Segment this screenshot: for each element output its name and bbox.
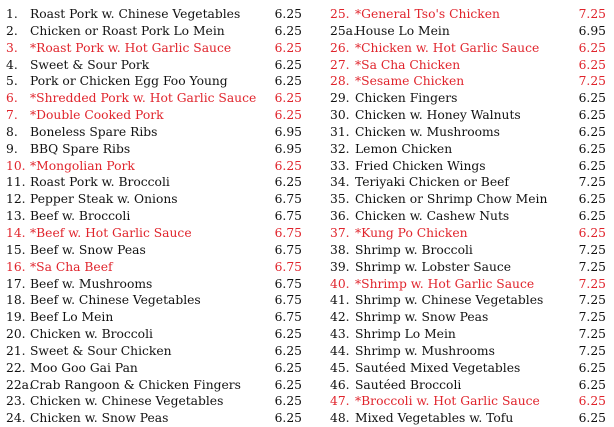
menu-item-number: 47. <box>330 394 350 409</box>
menu-item-number: 32. <box>330 141 350 156</box>
menu-item-name: Shrimp w. Lobster Sauce <box>355 259 512 274</box>
menu-item <box>330 393 606 410</box>
menu-item-number: 7. <box>6 108 18 123</box>
menu-item <box>330 57 606 74</box>
menu-item-number: 30. <box>330 108 350 123</box>
menu-item-price: 7.25 <box>578 327 606 342</box>
menu-item-price: 6.25 <box>274 7 302 21</box>
menu-item <box>330 377 606 394</box>
menu-item <box>6 124 302 141</box>
menu-item <box>6 259 302 276</box>
menu-item-number: 20. <box>6 327 26 342</box>
menu-item-number: 33. <box>330 158 350 173</box>
menu-item-price: 7.25 <box>578 7 606 21</box>
menu-item-price: 6.25 <box>578 124 606 139</box>
menu-item-number: 2. <box>6 23 18 38</box>
menu-item <box>6 276 302 293</box>
menu-item <box>6 377 302 394</box>
menu-item <box>330 141 606 158</box>
menu-item-price: 6.25 <box>274 343 302 358</box>
menu-item-name: Lemon Chicken <box>355 141 453 156</box>
menu-item-name: Chicken w. Honey Walnuts <box>355 108 521 123</box>
menu-item-number: 38. <box>330 242 350 257</box>
menu-item-name: *Roast Pork w. Hot Garlic Sauce <box>30 40 232 55</box>
menu-item-price: 6.25 <box>578 209 606 224</box>
menu-item-name: Chicken w. Chinese Vegetables <box>30 394 224 409</box>
menu-item <box>6 191 302 208</box>
menu-item <box>6 90 302 107</box>
menu-item <box>6 225 302 242</box>
menu-item-price: 6.75 <box>274 310 302 325</box>
menu-item <box>330 90 606 107</box>
menu-item-number: 42. <box>330 310 350 325</box>
menu-item-price: 6.75 <box>274 242 302 257</box>
menu-item-price: 6.25 <box>578 108 606 123</box>
menu-item-price: 6.25 <box>274 377 302 392</box>
menu-item-price: 6.25 <box>274 74 302 89</box>
menu-item-name: Pepper Steak w. Onions <box>30 192 178 207</box>
menu-item-price: 6.25 <box>274 91 302 106</box>
menu-item-name: Mixed Vegetables w. Tofu <box>355 411 514 426</box>
menu-item <box>330 309 606 326</box>
menu-item-name: *General Tso's Chicken <box>355 7 500 21</box>
menu-item-number: 29. <box>330 91 350 106</box>
menu-item-number: 11. <box>6 175 26 190</box>
menu-item-price: 6.75 <box>274 293 302 308</box>
menu-item-name: Moo Goo Gai Pan <box>30 360 138 375</box>
menu-item <box>330 343 606 360</box>
menu-item-price: 6.25 <box>274 360 302 375</box>
menu-item <box>6 6 302 23</box>
menu-item-name: Sweet & Sour Pork <box>30 57 150 72</box>
menu-item-number: 22a. <box>6 377 33 392</box>
menu-item <box>330 6 606 23</box>
menu-item-number: 36. <box>330 209 350 224</box>
menu-item-number: 22. <box>6 360 26 375</box>
menu-item <box>330 360 606 377</box>
menu-item-name: Crab Rangoon & Chicken Fingers <box>30 377 241 392</box>
menu-item-name: Roast Pork w. Chinese Vegetables <box>30 7 241 21</box>
menu-item <box>6 174 302 191</box>
menu-item-price: 6.25 <box>274 23 302 38</box>
menu-item-name: BBQ Spare Ribs <box>30 141 131 156</box>
menu-item-name: *Shredded Pork w. Hot Garlic Sauce <box>30 91 257 106</box>
menu-item-name: Chicken w. Snow Peas <box>30 411 169 426</box>
menu-item-number: 14. <box>6 225 26 240</box>
menu-item-price: 6.25 <box>274 57 302 72</box>
menu-item-name: *Beef w. Hot Garlic Sauce <box>30 225 192 240</box>
menu-item-number: 46. <box>330 377 350 392</box>
menu-column-left <box>6 6 302 427</box>
menu-item-price: 7.25 <box>578 293 606 308</box>
menu-item-price: 6.25 <box>578 40 606 55</box>
menu-item-number: 39. <box>330 259 350 274</box>
menu-item-number: 23. <box>6 394 26 409</box>
menu-item-name: *Sa Cha Chicken <box>355 57 461 72</box>
menu-item-price: 7.25 <box>578 276 606 291</box>
menu-item-price: 7.25 <box>578 259 606 274</box>
menu-item <box>6 360 302 377</box>
menu-item-name: *Kung Po Chicken <box>355 225 468 240</box>
menu-item-price: 6.25 <box>578 225 606 240</box>
menu-item-number: 21. <box>6 343 26 358</box>
menu-item-name: Chicken or Shrimp Chow Mein <box>355 192 548 207</box>
menu-item-number: 34. <box>330 175 350 190</box>
menu-item-name: Beef w. Broccoli <box>30 209 131 224</box>
menu-item <box>330 242 606 259</box>
menu-item-name: House Lo Mein <box>355 23 450 38</box>
menu-item-number: 5. <box>6 74 18 89</box>
menu-item <box>330 191 606 208</box>
menu-item-price: 6.25 <box>578 158 606 173</box>
menu-item-price: 6.75 <box>274 276 302 291</box>
menu-item-number: 41. <box>330 293 350 308</box>
menu-item-price: 6.25 <box>274 158 302 173</box>
menu-item <box>6 326 302 343</box>
menu-item-number: 40. <box>330 276 350 291</box>
menu-item-name: *Sa Cha Beef <box>30 259 113 274</box>
menu-item-number: 19. <box>6 310 26 325</box>
menu-item-price: 6.25 <box>578 394 606 409</box>
menu-item-price: 6.75 <box>274 192 302 207</box>
menu-item-number: 16. <box>6 259 26 274</box>
menu-item-name: Beef w. Mushrooms <box>30 276 153 291</box>
menu-item-name: *Sesame Chicken <box>355 74 465 89</box>
menu-item-name: Chicken w. Cashew Nuts <box>355 209 510 224</box>
menu-item-price: 6.75 <box>274 209 302 224</box>
menu-item-number: 3. <box>6 40 18 55</box>
menu-item-price: 7.25 <box>578 310 606 325</box>
menu-item-price: 7.25 <box>578 343 606 358</box>
menu-item <box>6 208 302 225</box>
menu-item-price: 6.25 <box>274 40 302 55</box>
menu-item-price: 6.25 <box>578 360 606 375</box>
menu-item-name: *Broccoli w. Hot Garlic Sauce <box>355 394 540 409</box>
menu-item-number: 26. <box>330 40 350 55</box>
menu-item-number: 31. <box>330 124 350 139</box>
menu-item-price: 6.25 <box>578 192 606 207</box>
menu-item <box>6 40 302 57</box>
menu-item-name: Chicken w. Mushrooms <box>355 124 500 139</box>
menu-item <box>330 73 606 90</box>
menu-item-price: 7.25 <box>578 175 606 190</box>
menu-item-number: 4. <box>6 57 18 72</box>
menu-item-price: 6.75 <box>274 225 302 240</box>
menu-item-number: 17. <box>6 276 26 291</box>
menu-item-name: Shrimp w. Broccoli <box>355 242 473 257</box>
menu-item <box>330 292 606 309</box>
menu-item-price: 6.75 <box>274 259 302 274</box>
menu-item-price: 6.25 <box>578 57 606 72</box>
menu-item-name: Sautéed Broccoli <box>355 377 462 392</box>
menu-item <box>6 393 302 410</box>
menu-item-price: 6.25 <box>274 394 302 409</box>
menu-item-number: 28. <box>330 74 350 89</box>
menu-item <box>330 225 606 242</box>
menu-item-name: *Double Cooked Pork <box>30 108 164 123</box>
menu-item <box>6 343 302 360</box>
menu-item <box>330 259 606 276</box>
menu-item <box>330 276 606 293</box>
menu-item-number: 43. <box>330 327 350 342</box>
menu-item-name: Sweet & Sour Chicken <box>30 343 172 358</box>
menu-item-price: 6.25 <box>274 411 302 426</box>
menu-item-price: 7.25 <box>578 74 606 89</box>
menu-item-name: Beef w. Chinese Vegetables <box>30 293 201 308</box>
menu-column-right <box>330 6 606 427</box>
menu-item-price: 6.25 <box>274 327 302 342</box>
menu-item <box>6 410 302 427</box>
menu-item-price: 6.95 <box>578 23 606 38</box>
menu-item-number: 37. <box>330 225 350 240</box>
menu-item-number: 48. <box>330 411 350 426</box>
menu-item <box>330 23 606 40</box>
menu-item <box>6 23 302 40</box>
menu-item-name: *Shrimp w. Hot Garlic Sauce <box>355 276 535 291</box>
menu-item <box>330 158 606 175</box>
menu-item-price: 6.95 <box>274 124 302 139</box>
menu-item <box>6 73 302 90</box>
menu-item-number: 9. <box>6 141 18 156</box>
menu-item-name: Beef Lo Mein <box>30 310 114 325</box>
menu-item <box>6 107 302 124</box>
menu-item-number: 45. <box>330 360 350 375</box>
menu-item-name: *Chicken w. Hot Garlic Sauce <box>355 40 540 55</box>
menu-item-name: Shrimp w. Snow Peas <box>355 310 489 325</box>
menu-item-price: 6.25 <box>274 175 302 190</box>
menu-item-number: 35. <box>330 192 350 207</box>
menu-item-number: 25a. <box>330 23 357 38</box>
menu-item-name: Shrimp w. Chinese Vegetables <box>355 293 544 308</box>
menu-item-number: 12. <box>6 192 26 207</box>
menu-item-price: 6.25 <box>578 91 606 106</box>
menu-item <box>330 107 606 124</box>
menu-item-name: Teriyaki Chicken or Beef <box>355 175 509 190</box>
menu-item <box>6 158 302 175</box>
menu-item-price: 7.25 <box>578 242 606 257</box>
menu-item-price: 6.25 <box>274 108 302 123</box>
menu-item <box>330 124 606 141</box>
menu-item <box>330 40 606 57</box>
menu-item-number: 24. <box>6 411 26 426</box>
menu-item-name: Pork or Chicken Egg Foo Young <box>30 74 228 89</box>
menu-item-name: Shrimp Lo Mein <box>355 327 456 342</box>
menu-item-name: Roast Pork w. Broccoli <box>30 175 170 190</box>
menu-item-name: Beef w. Snow Peas <box>30 242 146 257</box>
menu-item-number: 13. <box>6 209 26 224</box>
menu-item <box>330 174 606 191</box>
menu-item-price: 6.25 <box>578 377 606 392</box>
menu-item <box>6 292 302 309</box>
menu-item <box>6 242 302 259</box>
menu-item-price: 6.25 <box>578 141 606 156</box>
menu-item <box>6 57 302 74</box>
menu-item-number: 10. <box>6 158 26 173</box>
menu-item <box>330 410 606 427</box>
menu-item-number: 25. <box>330 7 350 21</box>
menu-item <box>6 309 302 326</box>
menu-item-number: 44. <box>330 343 350 358</box>
menu-item-name: Chicken Fingers <box>355 91 458 106</box>
menu-item-price: 6.25 <box>578 411 606 426</box>
menu-item <box>330 208 606 225</box>
menu-item-name: Fried Chicken Wings <box>355 158 486 173</box>
menu-item-number: 18. <box>6 293 26 308</box>
menu-item-name: Chicken w. Broccoli <box>30 327 153 342</box>
menu-item-number: 1. <box>6 7 18 21</box>
menu-item-number: 27. <box>330 57 350 72</box>
menu-item-name: Chicken or Roast Pork Lo Mein <box>30 23 225 38</box>
menu-item-number: 15. <box>6 242 26 257</box>
menu-item <box>330 326 606 343</box>
menu-item-number: 6. <box>6 91 18 106</box>
menu-item-number: 8. <box>6 124 18 139</box>
menu-item-name: Sautéed Mixed Vegetables <box>355 360 521 375</box>
menu-item-name: *Mongolian Pork <box>30 158 135 173</box>
menu-item-price: 6.95 <box>274 141 302 156</box>
menu-item-name: Boneless Spare Ribs <box>30 124 158 139</box>
menu-item-name: Shrimp w. Mushrooms <box>355 343 495 358</box>
menu-item <box>6 141 302 158</box>
